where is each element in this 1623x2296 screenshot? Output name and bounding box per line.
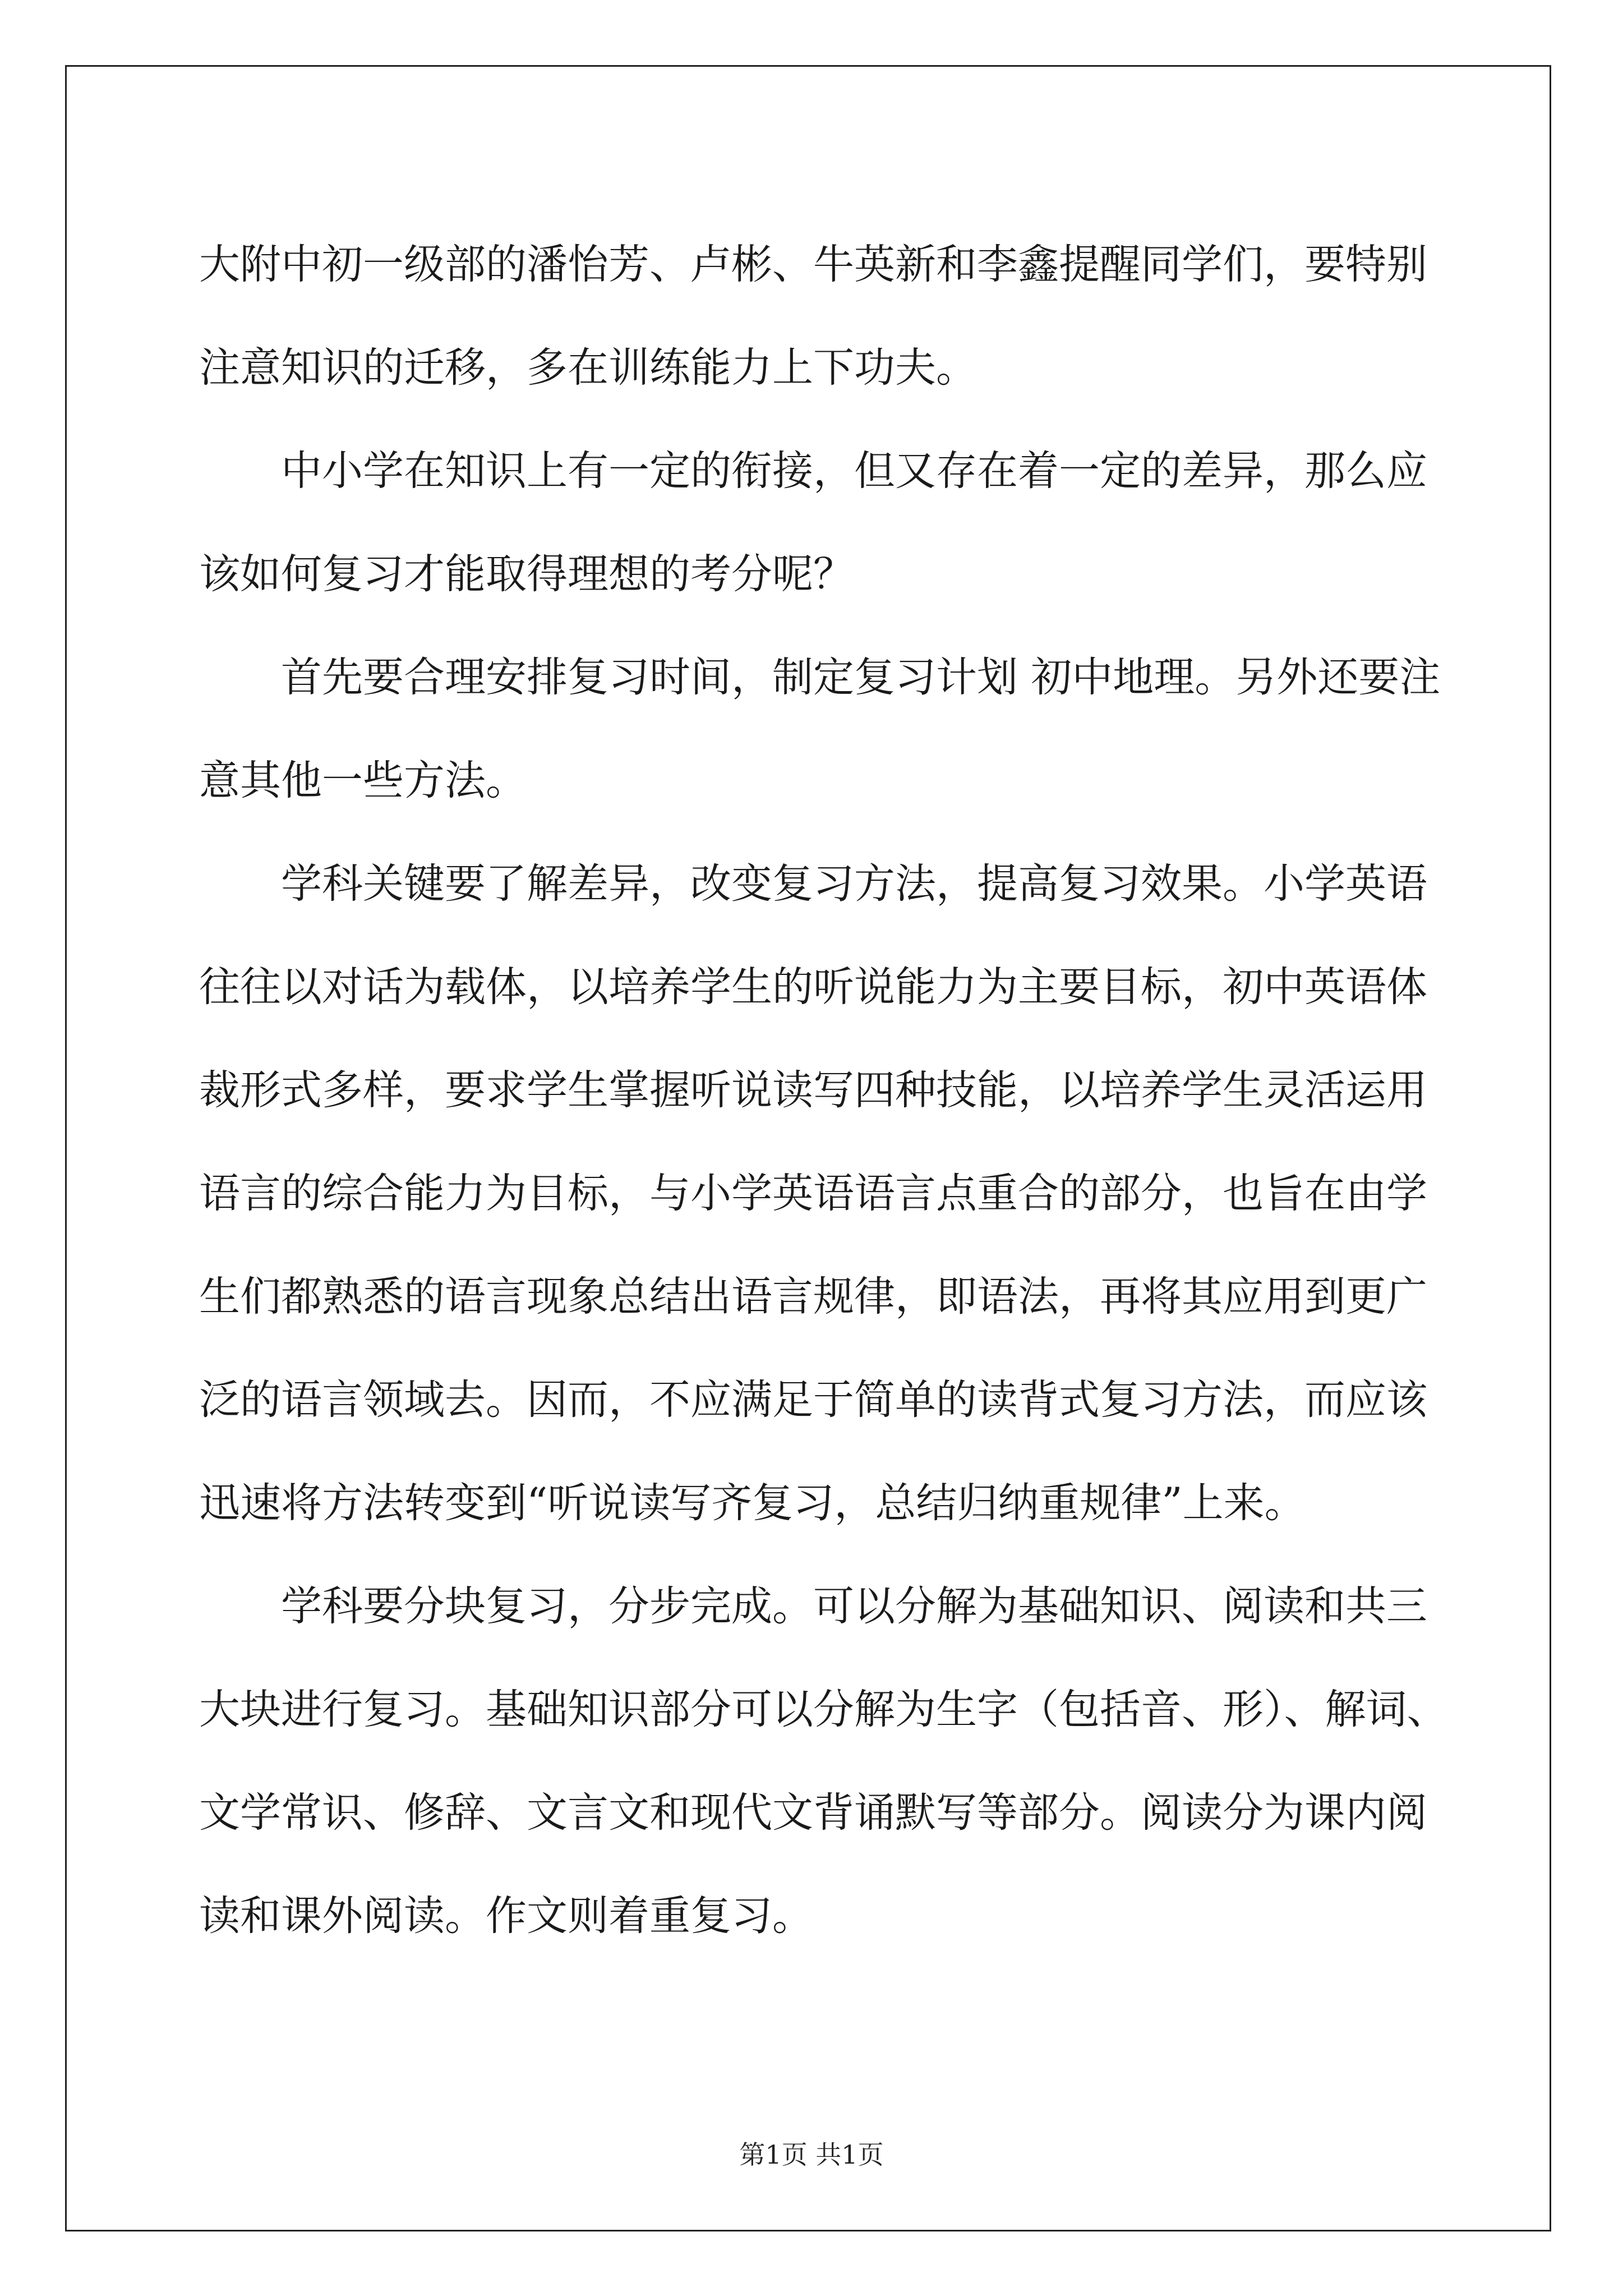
text-line: 文学常识、修辞、文言文和现代文背诵默写等部分。阅读分为课内阅 [199, 1789, 1427, 1837]
paragraph-start-line: 学科要分块复习，分步完成。可以分解为基础知识、阅读和共三 [281, 1582, 1427, 1630]
text-line: 意其他一些方法。 [199, 757, 527, 804]
text-line: 该如何复习才能取得理想的考分呢？ [199, 550, 854, 598]
text-line: 语言的综合能力为目标，与小学英语语言点重合的部分，也旨在由学 [199, 1170, 1427, 1217]
text-line: 迅速将方法转变到“听说读写齐复习，总结归纳重规律”上来。 [199, 1479, 1306, 1527]
paragraph-start-line: 学科关键要了解差异，改变复习方法，提高复习效果。小学英语 [281, 860, 1427, 908]
paragraph-start-line: 首先要合理安排复习时间，制定复习计划 初中地理。另外还要注 [281, 654, 1441, 701]
text-line: 生们都熟悉的语言现象总结出语言规律，即语法，再将其应用到更广 [199, 1273, 1427, 1320]
text-line: 泛的语言领域去。因而，不应满足于简单的读背式复习方法，而应该 [199, 1376, 1427, 1424]
page-number-footer: 第1页 共1页 [739, 2139, 884, 2170]
paragraph-start-line: 中小学在知识上有一定的衔接，但又存在着一定的差异，那么应 [281, 447, 1427, 495]
text-line: 大附中初一级部的潘怡芳、卢彬、牛英新和李鑫提醒同学们，要特别 [199, 241, 1427, 288]
text-line: 注意知识的迁移，多在训练能力上下功夫。 [199, 344, 977, 392]
text-line: 往往以对话为载体，以培养学生的听说能力为主要目标，初中英语体 [199, 963, 1427, 1011]
text-line: 读和课外阅读。作文则着重复习。 [199, 1892, 813, 1940]
document-body [199, 213, 1448, 1968]
text-line: 大块进行复习。基础知识部分可以分解为生字（包括音、形）、解词、 [199, 1686, 1448, 1733]
text-line: 裁形式多样，要求学生掌握听说读写四种技能，以培养学生灵活运用 [199, 1066, 1427, 1114]
